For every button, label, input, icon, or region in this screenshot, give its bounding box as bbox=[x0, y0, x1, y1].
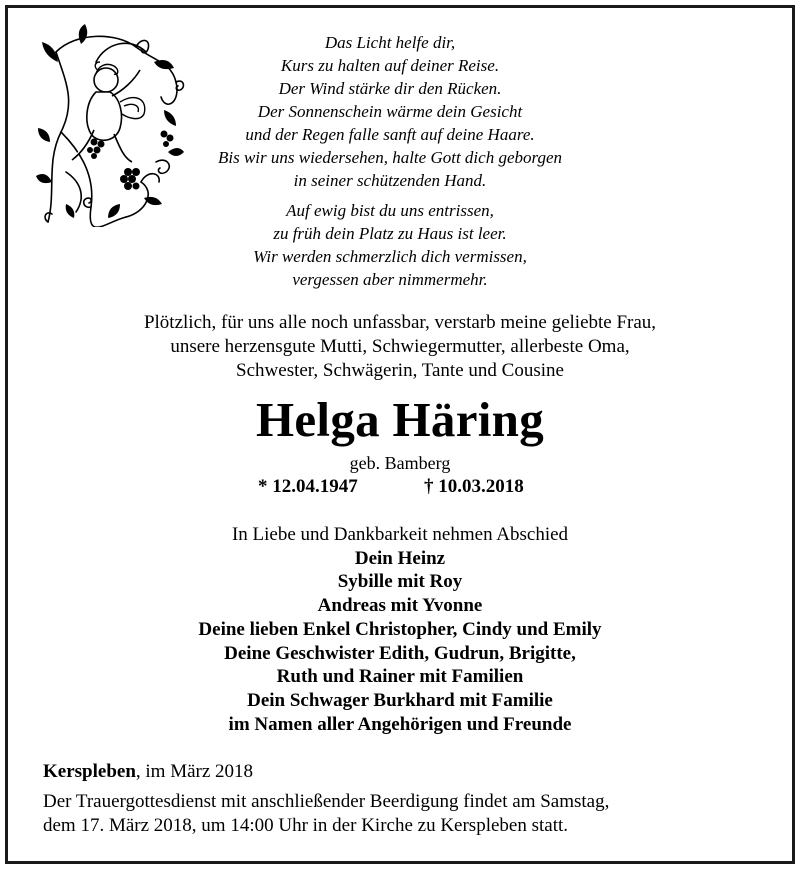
mourner-line: Deine lieben Enkel Christopher, Cindy und Emily bbox=[198, 618, 602, 640]
poem-line: Bis wir uns wiedersehen, halte Gott dich geborgen bbox=[217, 148, 563, 167]
poem-line: Der Sonnenschein wärme dein Gesicht bbox=[257, 102, 523, 121]
intro-line: Schwester, Schwägerin, Tante und Cousine bbox=[236, 360, 564, 381]
service-line: Der Trauergottesdienst mit anschließender Beerdigung findet am Samstag, bbox=[43, 791, 610, 812]
mourner-line: im Namen aller Angehörigen und Freunde bbox=[228, 713, 572, 735]
service-line: dem 17. März 2018, um 14:00 Uhr in der Kirche zu Kerspleben statt. bbox=[43, 815, 569, 836]
poem-line: Das Licht helfe dir, bbox=[324, 33, 456, 52]
death-date: † 10.03.2018 bbox=[424, 476, 524, 497]
poem-line: Auf ewig bist du uns entrissen, bbox=[286, 201, 494, 220]
birth-date: * 12.04.1947 bbox=[258, 476, 358, 497]
place-date: , im März 2018 bbox=[135, 761, 254, 782]
intro-line: Plötzlich, für uns alle noch unfassbar, verstarb meine geliebte Frau, bbox=[143, 312, 657, 333]
place-date-line bbox=[43, 760, 253, 784]
poem-line: Kurs zu halten auf deiner Reise. bbox=[280, 56, 500, 75]
poem-line: zu früh dein Platz zu Haus ist leer. bbox=[273, 224, 507, 243]
cherub-vine-ornament-icon bbox=[36, 22, 186, 227]
poem-line: Wir werden schmerzlich dich vermissen, bbox=[253, 247, 527, 266]
mourner-line: Deine Geschwister Edith, Gudrun, Brigitte, bbox=[224, 642, 576, 664]
mourner-line: Ruth und Rainer mit Familien bbox=[276, 666, 524, 688]
poem-stanza-2 bbox=[175, 199, 605, 291]
mourner-line: Dein Heinz bbox=[354, 547, 446, 569]
death-announcement-text bbox=[0, 311, 800, 383]
poem-line: vergessen aber nimmermehr. bbox=[292, 270, 488, 289]
poem-line: in seiner schützenden Hand. bbox=[293, 171, 487, 190]
deceased-name: Helga Häring bbox=[255, 392, 545, 447]
mourner-line: Andreas mit Yvonne bbox=[317, 595, 483, 617]
place-town: Kerspleben bbox=[43, 761, 136, 782]
intro-line: unsere herzensgute Mutti, Schwiegermutter, allerbeste Oma, bbox=[170, 336, 630, 357]
maiden-name: geb. Bamberg bbox=[349, 453, 451, 473]
poem-stanza-1 bbox=[175, 31, 605, 192]
funeral-service-notice bbox=[43, 790, 609, 838]
mourners-block bbox=[0, 523, 800, 736]
mourner-line: Sybille mit Roy bbox=[337, 571, 463, 593]
mourner-line: Dein Schwager Burkhard mit Familie bbox=[247, 689, 553, 711]
mourners-heading: In Liebe und Dankbarkeit nehmen Abschied bbox=[231, 524, 569, 545]
poem-line: Der Wind stärke dir den Rücken. bbox=[278, 79, 502, 98]
poem-line: und der Regen falle sanft auf deine Haare. bbox=[245, 125, 535, 144]
